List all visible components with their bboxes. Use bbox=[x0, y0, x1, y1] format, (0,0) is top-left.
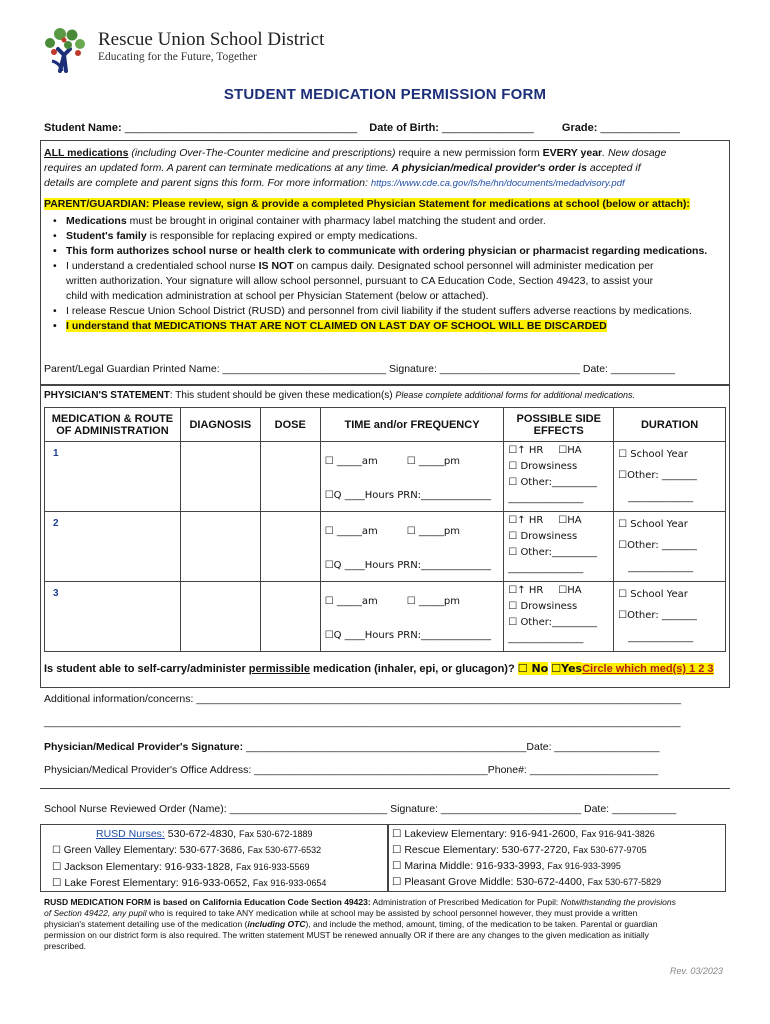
footer-text3b: ), and include the method, amount, timing, of the medication to be taken. Parental or guardian bbox=[305, 919, 658, 929]
time-am[interactable]: ☐ _____am bbox=[324, 596, 378, 607]
contact-fax: Fax 916-941-3826 bbox=[581, 829, 655, 839]
footer-text3a: physician's statement detailing use of the medication ( bbox=[44, 919, 248, 929]
contact-nurses bbox=[52, 826, 326, 842]
se-ha-checkbox[interactable]: ☐HA bbox=[558, 515, 582, 526]
contacts-left bbox=[52, 826, 326, 891]
time-pm[interactable]: ☐ _____pm bbox=[406, 456, 460, 467]
divider bbox=[40, 788, 730, 789]
time-cell[interactable] bbox=[320, 512, 504, 582]
contact-school[interactable] bbox=[392, 874, 661, 890]
time-am[interactable]: ☐ _____am bbox=[324, 456, 378, 467]
revision-date: Rev. 03/2023 bbox=[670, 966, 723, 976]
intro-line2-text: requires an updated form. A parent can terminate medications at any time. bbox=[44, 162, 389, 174]
col-time: TIME and/or FREQUENCY bbox=[320, 408, 504, 442]
se-drowsiness-checkbox[interactable]: ☐ Drowsiness bbox=[508, 601, 578, 612]
col-side-effects: POSSIBLE SIDE EFFECTS bbox=[504, 408, 614, 442]
contact-school[interactable] bbox=[392, 826, 661, 842]
phys-heading-italic: Please complete additional forms for additional medications. bbox=[395, 390, 636, 400]
grade-field[interactable]: _____________ bbox=[600, 122, 680, 134]
intro-line-2 bbox=[44, 162, 641, 174]
additional-info[interactable]: Additional information/concerns: ___________________________________________________________________________________ bbox=[44, 693, 682, 705]
dur-school-year-checkbox[interactable]: ☐ School Year bbox=[618, 449, 688, 460]
contact-fax: Fax 916-933-5569 bbox=[235, 862, 310, 872]
time-q[interactable]: ☐Q ____Hours PRN:______________ bbox=[324, 630, 492, 641]
se-hr-checkbox[interactable]: ☐↑ HR bbox=[508, 445, 544, 456]
se-drowsiness-checkbox[interactable]: ☐ Drowsiness bbox=[508, 461, 578, 472]
contact-phone: 530-677-2720, bbox=[501, 844, 571, 856]
duration-cell bbox=[614, 442, 726, 512]
self-carry-no[interactable]: ☐ No bbox=[517, 662, 549, 675]
time-am[interactable]: ☐ _____am bbox=[324, 526, 378, 537]
school-name[interactable]: ☐ Marina Middle: bbox=[392, 860, 474, 872]
se-ha-checkbox[interactable]: ☐HA bbox=[558, 585, 582, 596]
contact-phone: 916-941-2600, bbox=[509, 828, 579, 840]
self-carry-u: permissible bbox=[248, 663, 310, 675]
col-medication: MEDICATION & ROUTE OF ADMINISTRATION bbox=[45, 408, 181, 442]
bullet-medications bbox=[44, 214, 734, 229]
se-blank[interactable]: _______________ bbox=[508, 633, 584, 644]
b4-bold: IS NOT bbox=[258, 260, 294, 272]
footer-bold: RUSD MEDICATION FORM is based on California Education Code Section 49423: bbox=[44, 897, 371, 907]
dob-field[interactable]: _______________ bbox=[442, 122, 534, 134]
contact-fax: Fax 916-933-0654 bbox=[252, 878, 327, 888]
duration-cell bbox=[614, 582, 726, 652]
intro-line-1 bbox=[44, 147, 666, 159]
student-info-row bbox=[44, 122, 680, 134]
contacts-right bbox=[392, 826, 661, 890]
diagnosis-cell[interactable] bbox=[180, 442, 260, 512]
parent-signature-line[interactable]: Parent/Legal Guardian Printed Name: ____________________________ Signature: ________________________ Date: ___________ bbox=[44, 363, 676, 375]
duration-cell bbox=[614, 512, 726, 582]
contact-school[interactable] bbox=[392, 858, 661, 874]
b1-rest: must be brought in original container with pharmacy label matching the student and order. bbox=[126, 215, 546, 227]
district-tagline: Educating for the Future, Together bbox=[98, 51, 257, 63]
phys-heading-bold: PHYSICIAN'S STATEMENT bbox=[44, 390, 170, 401]
diagnosis-cell[interactable] bbox=[180, 582, 260, 652]
dob-label: Date of Birth: bbox=[369, 122, 439, 134]
contact-school[interactable] bbox=[392, 842, 661, 858]
footer-text2: who is required to take ANY medication while at school may be assisted by school personnel however, they must provide a written bbox=[146, 908, 638, 918]
contact-fax: Fax 530-677-9705 bbox=[573, 845, 647, 855]
school-name[interactable]: ☐ Jackson Elementary: bbox=[52, 861, 162, 873]
b6-text: I understand that MEDICATIONS THAT ARE NOT CLAIMED ON LAST DAY OF SCHOOL WILL BE DISCARDED bbox=[66, 320, 607, 332]
row-number: 3 bbox=[45, 582, 181, 652]
row-number: 1 bbox=[45, 442, 181, 512]
phys-sig-field[interactable]: ________________________________________________ bbox=[246, 741, 527, 753]
side-effects-cell bbox=[504, 582, 614, 652]
b4-c: written authorization. Your signature will allow school personnel, pursuant to CA Education Code, Section 49423, to assist your bbox=[66, 275, 654, 287]
intro-require: require a new permission form bbox=[398, 147, 540, 159]
medication-table bbox=[44, 407, 726, 652]
nurse-review-line[interactable]: School Nurse Reviewed Order (Name): ___________________________ Signature: ________________________ Date: ___________ bbox=[44, 803, 677, 815]
dur-blank[interactable]: _____________ bbox=[628, 562, 694, 573]
contact-school[interactable] bbox=[52, 859, 326, 875]
table-header-row bbox=[45, 408, 726, 442]
phys-date-field[interactable]: Date: __________________ bbox=[526, 741, 660, 753]
phys-heading-rest: : This student should be given these medication(s) bbox=[169, 390, 393, 401]
footer-italic1: Notwithstanding the provisions bbox=[558, 897, 676, 907]
contact-phone: 530-672-4830, bbox=[167, 828, 237, 840]
footer-text5: prescribed. bbox=[44, 941, 87, 951]
contact-fax: Fax 530-672-1889 bbox=[239, 829, 313, 839]
se-hr-checkbox[interactable]: ☐↑ HR bbox=[508, 585, 544, 596]
bullet-family bbox=[44, 229, 734, 244]
col-duration: DURATION bbox=[614, 408, 726, 442]
tree-logo-icon bbox=[40, 25, 92, 73]
b4-b: on campus daily. Designated school personnel will administer medication per bbox=[293, 260, 654, 272]
time-pm[interactable]: ☐ _____pm bbox=[406, 526, 460, 537]
time-q[interactable]: ☐Q ____Hours PRN:______________ bbox=[324, 490, 492, 501]
intro-every-year: EVERY year bbox=[542, 147, 603, 159]
contact-phone: 916-933-0652, bbox=[181, 877, 250, 889]
col-dose: DOSE bbox=[260, 408, 320, 442]
parent-bullets bbox=[44, 214, 734, 334]
physician-heading bbox=[44, 390, 635, 401]
school-name[interactable]: ☐ Rescue Elementary: bbox=[392, 844, 499, 856]
dur-school-year-checkbox[interactable]: ☐ School Year bbox=[618, 589, 688, 600]
grade-label: Grade: bbox=[561, 122, 598, 134]
footer-otc: including OTC bbox=[247, 919, 306, 929]
school-name[interactable]: ☐ Lake Forest Elementary: bbox=[52, 877, 179, 889]
self-carry-circle[interactable]: Circle which med(s) 1 2 3 bbox=[582, 663, 714, 675]
student-name-field[interactable]: ______________________________________ bbox=[124, 122, 358, 134]
intro-accepted-if: accepted if bbox=[589, 162, 641, 174]
parent-heading bbox=[44, 198, 690, 210]
page-title: STUDENT MEDICATION PERMISSION FORM bbox=[223, 86, 547, 103]
contact-school[interactable] bbox=[52, 842, 326, 859]
dur-blank[interactable]: _____________ bbox=[628, 492, 694, 503]
se-blank[interactable]: _______________ bbox=[508, 493, 584, 504]
bullet-nurse bbox=[44, 259, 734, 304]
bullet-discard bbox=[44, 319, 734, 334]
b1-bold: Medications bbox=[66, 215, 127, 227]
cde-link[interactable]: https://www.cde.ca.gov/ls/he/hn/documents/medadvisory.pdf bbox=[370, 178, 625, 189]
se-ha-checkbox[interactable]: ☐HA bbox=[558, 445, 582, 456]
intro-paren: (including Over-The-Counter medicine and prescriptions) bbox=[131, 147, 396, 159]
dose-cell[interactable] bbox=[260, 582, 320, 652]
school-name[interactable]: ☐ Green Valley Elementary: bbox=[52, 845, 177, 856]
side-effects-cell bbox=[504, 512, 614, 582]
intro-physician-order: A physician/medical provider's order is bbox=[391, 162, 587, 174]
dur-blank[interactable]: _____________ bbox=[628, 632, 694, 643]
contact-fax: Fax 530-677-5829 bbox=[587, 877, 662, 887]
additional-info-line2[interactable]: _____________________________________________________________________________________________________________ bbox=[44, 716, 681, 728]
b4-a: I understand a credentialed school nurse bbox=[66, 260, 259, 272]
se-other-checkbox[interactable]: ☐ Other:_________ bbox=[508, 477, 598, 488]
contact-school[interactable] bbox=[52, 875, 326, 891]
row-number: 2 bbox=[45, 512, 181, 582]
dur-school-year-checkbox[interactable]: ☐ School Year bbox=[618, 519, 688, 530]
school-name[interactable]: ☐ Lakeview Elementary: bbox=[392, 828, 508, 840]
self-carry-b: medication (inhaler, epi, or glucagon)? bbox=[309, 663, 515, 675]
time-q[interactable]: ☐Q ____Hours PRN:______________ bbox=[324, 560, 492, 571]
time-cell[interactable] bbox=[320, 442, 504, 512]
time-pm[interactable]: ☐ _____pm bbox=[406, 596, 460, 607]
self-carry-yes[interactable]: ☐Yes bbox=[551, 662, 583, 675]
bullet-release: • I release Rescue Union School District (RUSD) and personnel from civil liability if the student suffers adverse reactions by medications. bbox=[44, 304, 734, 319]
intro-new-dosage: . New dosage bbox=[602, 147, 667, 159]
dose-cell[interactable] bbox=[260, 512, 320, 582]
b2-bold: Student's family bbox=[66, 230, 147, 242]
dose-cell[interactable] bbox=[260, 442, 320, 512]
b2-rest: is responsible for replacing expired or empty medications. bbox=[146, 230, 418, 242]
contact-fax: Fax 530-677-6532 bbox=[247, 845, 322, 855]
district-name: Rescue Union School District bbox=[98, 29, 325, 50]
table-row bbox=[45, 582, 726, 652]
footer-legal bbox=[44, 897, 734, 952]
self-carry-a: Is student able to self-carry/administer bbox=[44, 663, 249, 675]
dur-other-checkbox[interactable]: ☐Other: _______ bbox=[618, 470, 697, 481]
contact-phone: 916-933-3993, bbox=[476, 860, 545, 872]
phys-sig-label: Physician/Medical Provider's Signature: bbox=[44, 741, 244, 753]
dur-other-checkbox[interactable]: ☐Other: _______ bbox=[618, 610, 697, 621]
physician-address-line[interactable]: Physician/Medical Provider's Office Address: ________________________________________Phone#: ______________________ bbox=[44, 764, 659, 776]
diagnosis-cell[interactable] bbox=[180, 512, 260, 582]
se-hr-checkbox[interactable]: ☐↑ HR bbox=[508, 515, 544, 526]
nurses-label[interactable]: RUSD Nurses: bbox=[96, 828, 165, 840]
footer-text1: Administration of Prescribed Medication for Pupil: bbox=[370, 897, 559, 907]
time-cell[interactable] bbox=[320, 582, 504, 652]
self-carry-question bbox=[44, 662, 714, 675]
se-blank[interactable]: _______________ bbox=[508, 563, 584, 574]
footer-text4: permission on our district form is also required. The written statement MUST be renewed annually OR if there are any changes to the given medication as initially bbox=[44, 930, 649, 940]
table-row bbox=[45, 442, 726, 512]
contact-fax: Fax 916-933-3995 bbox=[547, 861, 621, 871]
contact-phone: 530-672-4400, bbox=[516, 876, 585, 888]
col-diagnosis: DIAGNOSIS bbox=[180, 408, 260, 442]
dur-other-checkbox[interactable]: ☐Other: _______ bbox=[618, 540, 697, 551]
table-row bbox=[45, 512, 726, 582]
b4-d: child with medication administration at school per Physician Statement (below or attached). bbox=[66, 290, 489, 302]
intro-line3-text: details are complete and parent signs this form. For more information: bbox=[44, 177, 368, 189]
side-effects-cell bbox=[504, 442, 614, 512]
district-logo bbox=[40, 25, 92, 73]
parent-heading-text: PARENT/GUARDIAN: Please review, sign & provide a completed Physician Statement for medications at school (below or attach): bbox=[44, 198, 690, 210]
school-name[interactable]: ☐ Pleasant Grove Middle: bbox=[392, 876, 514, 888]
se-other-checkbox[interactable]: ☐ Other:_________ bbox=[508, 617, 598, 628]
contact-phone: 530-677-3686, bbox=[179, 845, 245, 856]
student-name-label: Student Name: bbox=[44, 122, 122, 134]
footer-italic2: of Section 49422, any pupil bbox=[44, 908, 147, 918]
all-medications: ALL medications bbox=[44, 147, 129, 159]
se-other-checkbox[interactable]: ☐ Other:_________ bbox=[508, 547, 598, 558]
contact-phone: 916-933-1828, bbox=[164, 861, 234, 873]
se-drowsiness-checkbox[interactable]: ☐ Drowsiness bbox=[508, 531, 578, 542]
intro-line-3 bbox=[44, 177, 625, 189]
bullet-authorizes: • This form authorizes school nurse or health clerk to communicate with ordering physician or pharmacist regarding medications. bbox=[44, 244, 734, 259]
physician-signature-line bbox=[44, 741, 660, 753]
